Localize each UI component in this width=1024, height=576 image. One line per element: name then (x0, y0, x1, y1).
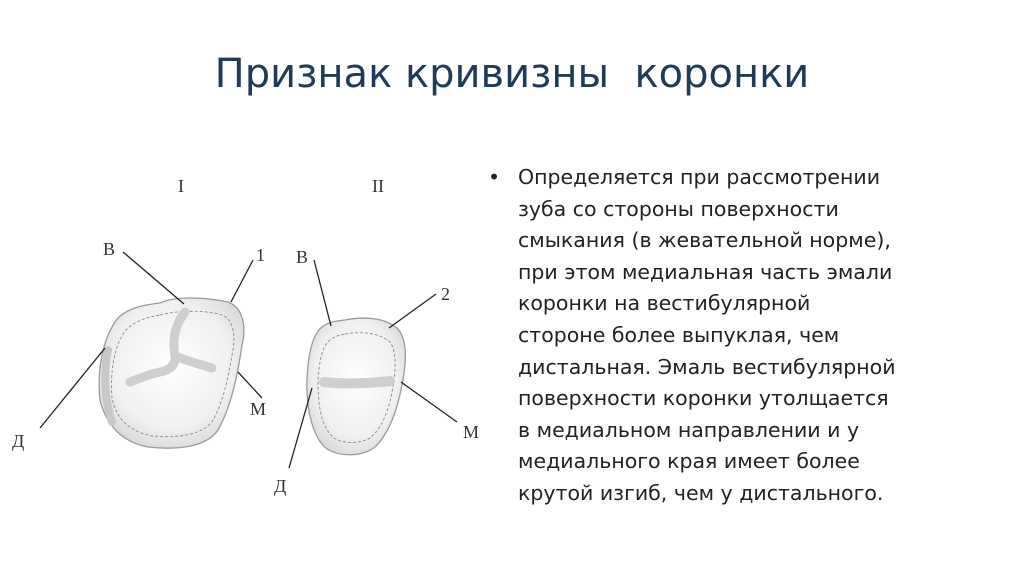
tooth-1-leader-num (231, 260, 253, 302)
tooth-2-label-b: В (296, 247, 309, 267)
tooth-2-label-m: М (463, 422, 480, 442)
bullet-line: медиального края имеет более (518, 449, 860, 474)
bullet-line: в медиальном направлении и у (518, 417, 860, 442)
tooth-2-leader-b (314, 260, 331, 326)
tooth-1-label-d: Д (12, 431, 25, 451)
tooth-2-label-d: Д (274, 476, 287, 496)
bullet-line: коронки на вестибулярной (518, 291, 811, 316)
bullet-line: смыкания (в жевательной норме), (518, 228, 891, 253)
tooth-1-label-b: В (103, 239, 116, 259)
tooth-diagram (0, 160, 500, 520)
tooth-1-leader-m (238, 372, 262, 398)
tooth-1-crown (99, 298, 244, 448)
bullet-text (518, 162, 988, 510)
panel-1-label: I (178, 176, 184, 196)
tooth-2-fissure (324, 381, 390, 383)
bullet-line: при этом медиальная часть эмали (518, 259, 893, 284)
bullet-line: зуба со стороны поверхности (518, 196, 839, 221)
bullet-line: поверхности коронки утолщается (518, 386, 889, 411)
tooth-1-leader-d (40, 348, 105, 428)
bullet-line: крутой изгиб, чем у дистального. (518, 480, 884, 505)
bullet-line: дистальная. Эмаль вестибулярной (518, 354, 896, 379)
bullet-line: Определяется при рассмотрении (518, 165, 881, 189)
tooth-2-leader-m (401, 382, 457, 422)
tooth-2-leader-d (289, 388, 312, 468)
bullet-marker: • (488, 165, 501, 189)
tooth-1-leader-b (123, 252, 184, 304)
tooth-1-label-m: М (250, 399, 267, 419)
tooth-2-leader-num (389, 294, 436, 328)
bullet-line: стороне более выпуклая, чем (518, 322, 840, 347)
tooth-2-label-num: 2 (441, 284, 450, 304)
tooth-2 (307, 318, 405, 455)
tooth-1 (99, 298, 244, 448)
slide-title: Признак кривизны коронки (214, 51, 810, 97)
tooth-1-label-num: 1 (256, 245, 265, 265)
bullet-block (488, 162, 988, 510)
panel-2-label: II (372, 176, 384, 196)
